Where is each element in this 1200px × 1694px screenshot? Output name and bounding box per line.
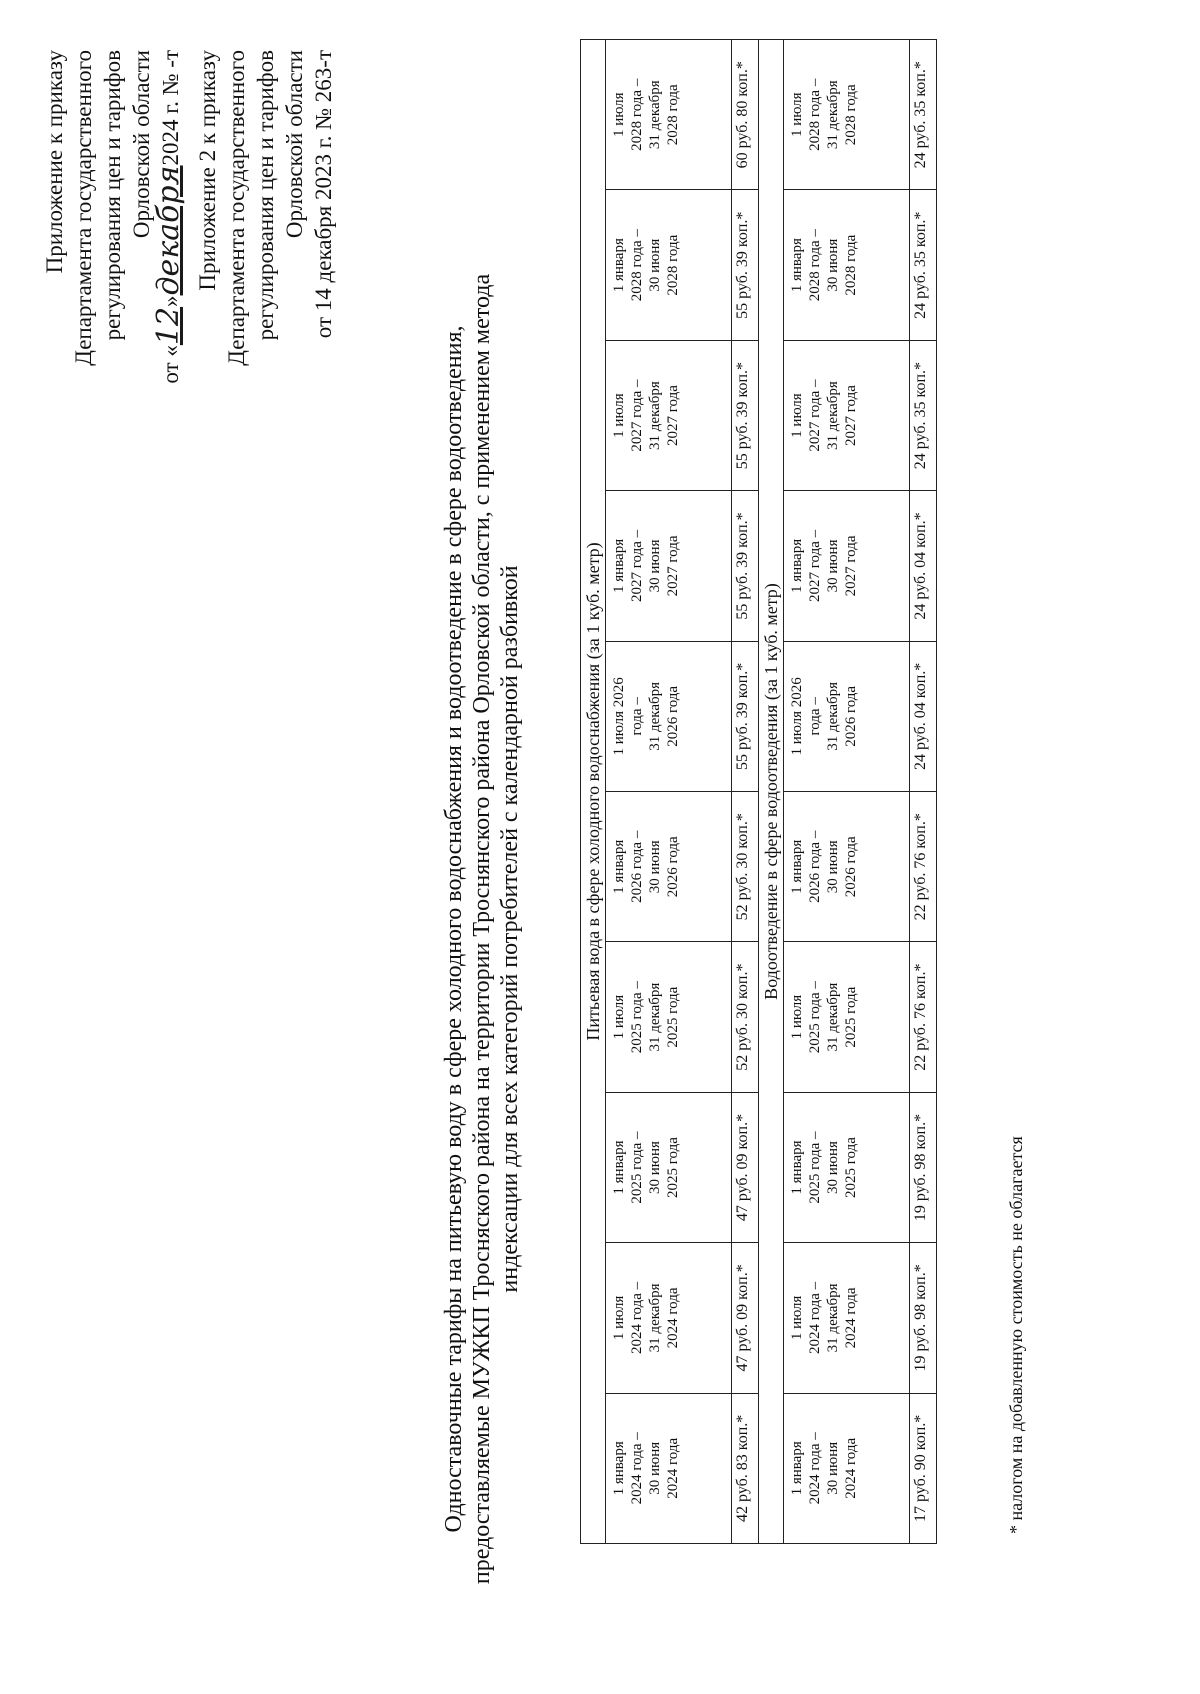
handwritten-day: 12 bbox=[151, 306, 186, 346]
period-line: 1 июля bbox=[789, 393, 805, 438]
period-cell bbox=[606, 942, 732, 1092]
section-heading: Питьевая вода в сфере холодного водоснабжения (за 1 куб. метр) bbox=[581, 40, 606, 1544]
appendix-date-line bbox=[151, 50, 186, 384]
tariff-value-cell: 55 руб. 39 коп.* bbox=[732, 491, 759, 641]
period-cell bbox=[606, 190, 732, 340]
period-line: 31 декабря bbox=[647, 681, 663, 751]
tariff-value-cell: 24 руб. 35 коп.* bbox=[910, 40, 937, 190]
tariff-value-cell: 22 руб. 76 коп.* bbox=[910, 942, 937, 1092]
period-line: 2025 года bbox=[665, 1137, 681, 1198]
period-line: 2024 года – bbox=[629, 1432, 645, 1505]
period-line: 2024 года – bbox=[807, 1281, 823, 1354]
previous-appendix-line: регулирования цен и тарифов bbox=[253, 50, 278, 341]
period-line: 31 декабря bbox=[825, 80, 841, 150]
period-cell bbox=[606, 1243, 732, 1393]
title-line: индексации для всех категорий потребителей с календарной разбивкой bbox=[497, 565, 523, 1293]
date-prefix: от « bbox=[158, 345, 183, 384]
period-line: 2025 года – bbox=[807, 981, 823, 1054]
tariff-value-cell: 24 руб. 04 коп.* bbox=[910, 641, 937, 791]
period-line: 2028 года – bbox=[629, 229, 645, 302]
section-heading-row bbox=[581, 40, 606, 1544]
period-line: 31 декабря bbox=[825, 1283, 841, 1353]
period-row bbox=[784, 40, 910, 1544]
period-line: 2025 года – bbox=[807, 1131, 823, 1204]
period-line: 2027 года – bbox=[629, 379, 645, 452]
period-line: 2027 года – bbox=[807, 379, 823, 452]
tariff-value-row bbox=[910, 40, 937, 1544]
period-cell bbox=[606, 641, 732, 791]
tariff-value-cell: 55 руб. 39 коп.* bbox=[732, 340, 759, 490]
period-line: 2024 года bbox=[843, 1287, 859, 1349]
period-line: 30 июня bbox=[647, 840, 663, 894]
tariff-value-row bbox=[732, 40, 759, 1544]
period-cell bbox=[606, 1393, 732, 1543]
period-cell bbox=[606, 1092, 732, 1242]
period-line: 31 декабря bbox=[647, 381, 663, 450]
period-line: 1 июля 2026 bbox=[789, 677, 805, 756]
appendix-line: регулирования цен и тарифов bbox=[100, 50, 125, 341]
previous-appendix-line: Департамента государственного bbox=[224, 50, 249, 366]
period-line: 2024 года – bbox=[629, 1281, 645, 1354]
tariff-value-cell: 22 руб. 76 коп.* bbox=[910, 792, 937, 942]
tariff-value-cell: 47 руб. 09 коп.* bbox=[732, 1243, 759, 1393]
date-mid: » bbox=[158, 295, 183, 307]
period-line: 1 января bbox=[611, 238, 627, 293]
period-line: 31 декабря bbox=[647, 1283, 663, 1353]
period-line: 2026 года bbox=[665, 685, 681, 747]
period-line: 1 июля bbox=[611, 92, 627, 137]
tariff-value-cell: 19 руб. 98 коп.* bbox=[910, 1243, 937, 1393]
previous-appendix-line: Приложение 2 к приказу bbox=[195, 50, 220, 291]
period-line: 2025 года bbox=[843, 1137, 859, 1198]
title-line: предоставляемые МУЖКП Тросняского района на территории Троснянского района Орловской области, с применением метода bbox=[469, 273, 495, 1585]
period-line: 1 июля bbox=[611, 1295, 627, 1341]
period-line: 30 июня bbox=[647, 238, 663, 292]
period-line: 2024 года bbox=[843, 1437, 859, 1499]
period-cell bbox=[784, 190, 910, 340]
document-title bbox=[440, 264, 524, 1594]
period-line: 2028 года bbox=[843, 84, 859, 146]
period-line: 2024 года – bbox=[807, 1432, 823, 1505]
period-line: 1 июля 2026 bbox=[611, 677, 627, 756]
period-line: 30 июня bbox=[825, 840, 841, 894]
tariff-value-cell: 24 руб. 04 коп.* bbox=[910, 491, 937, 641]
period-line: 2027 года bbox=[665, 385, 681, 447]
period-line: 2028 года bbox=[665, 234, 681, 296]
period-line: 1 января bbox=[789, 839, 805, 894]
tariff-value-cell: 60 руб. 80 коп.* bbox=[732, 40, 759, 190]
period-line: 31 декабря bbox=[825, 982, 841, 1052]
period-line: 31 декабря bbox=[825, 381, 841, 450]
tariff-value-cell: 55 руб. 39 коп.* bbox=[732, 190, 759, 340]
period-cell bbox=[784, 1393, 910, 1543]
period-line: 2028 года bbox=[843, 234, 859, 296]
period-line: 2024 года bbox=[665, 1437, 681, 1499]
period-line: 1 января bbox=[789, 1441, 805, 1496]
appendix-line: Орловской области bbox=[129, 50, 154, 239]
period-line: 2027 года bbox=[665, 535, 681, 597]
period-line: 2025 года – bbox=[629, 1131, 645, 1204]
tariff-value-cell: 52 руб. 30 коп.* bbox=[732, 792, 759, 942]
period-line: 2027 года – bbox=[807, 529, 823, 603]
period-cell bbox=[784, 491, 910, 641]
period-cell bbox=[606, 340, 732, 490]
period-cell bbox=[784, 641, 910, 791]
period-cell bbox=[606, 40, 732, 190]
period-line: 2028 года – bbox=[807, 229, 823, 302]
period-line: 2026 года – bbox=[629, 830, 645, 903]
period-cell bbox=[784, 1092, 910, 1242]
tariff-value-cell: 24 руб. 35 коп.* bbox=[910, 190, 937, 340]
period-line: 2028 года – bbox=[629, 78, 645, 151]
section-heading-row bbox=[759, 40, 784, 1544]
tariff-value-cell: 47 руб. 09 коп.* bbox=[732, 1092, 759, 1242]
period-line: 30 июня bbox=[825, 539, 841, 593]
period-line: 30 июня bbox=[825, 1441, 841, 1495]
period-line: 2028 года – bbox=[807, 78, 823, 151]
period-line: 1 июля bbox=[789, 92, 805, 137]
period-line: 31 декабря bbox=[647, 982, 663, 1052]
period-line: 2026 года bbox=[843, 836, 859, 898]
previous-appendix-line: Орловской области bbox=[282, 50, 307, 239]
period-line: 1 июля bbox=[611, 994, 627, 1040]
tariff-value-cell: 17 руб. 90 коп.* bbox=[910, 1393, 937, 1543]
period-line: 2027 года bbox=[843, 535, 859, 597]
period-line: 2026 года bbox=[843, 685, 859, 747]
period-line: 2024 года bbox=[665, 1287, 681, 1349]
period-line: 31 декабря bbox=[825, 681, 841, 751]
previous-appendix-line: от 14 декабря 2023 г. № 263-т bbox=[311, 50, 336, 339]
period-cell bbox=[784, 40, 910, 190]
tariff-value-cell: 52 руб. 30 коп.* bbox=[732, 942, 759, 1092]
period-cell bbox=[606, 792, 732, 942]
period-line: 1 января bbox=[611, 839, 627, 894]
period-cell bbox=[784, 340, 910, 490]
period-line: 30 июня bbox=[647, 539, 663, 593]
period-line: 2026 года – bbox=[807, 830, 823, 903]
period-line: 2027 года – bbox=[629, 529, 645, 603]
period-line: 1 января bbox=[611, 538, 627, 594]
tariff-value-cell: 55 руб. 39 коп.* bbox=[732, 641, 759, 791]
period-line: 1 июля bbox=[611, 393, 627, 438]
period-line: 1 января bbox=[611, 1441, 627, 1496]
title-line: Одноставочные тарифы на питьевую воду в сфере холодного водоснабжения и водоотведение в сфере водоотведения, bbox=[441, 325, 467, 1533]
period-line: 2026 года bbox=[665, 836, 681, 898]
period-line: 1 июля bbox=[789, 994, 805, 1040]
period-line: 1 января bbox=[789, 1140, 805, 1195]
period-line: 1 января bbox=[789, 238, 805, 293]
period-line: 30 июня bbox=[647, 1141, 663, 1194]
appendix-line: Приложение к приказу bbox=[42, 50, 67, 274]
tariff-value-cell: 42 руб. 83 коп.* bbox=[732, 1393, 759, 1543]
period-line: 1 июля bbox=[789, 1295, 805, 1341]
period-row bbox=[606, 40, 732, 1544]
appendix-header bbox=[40, 50, 338, 384]
period-line: 2025 года – bbox=[629, 981, 645, 1054]
period-line: 30 июня bbox=[647, 1441, 663, 1495]
period-cell bbox=[784, 942, 910, 1092]
vat-footnote: * налогом на добавленную стоимость не облагается bbox=[1006, 1136, 1026, 1534]
period-line: года – bbox=[629, 697, 645, 736]
tariff-value-cell: 19 руб. 98 коп.* bbox=[910, 1092, 937, 1242]
period-cell bbox=[784, 792, 910, 942]
period-line: 2025 года bbox=[665, 986, 681, 1048]
period-line: 30 июня bbox=[825, 1141, 841, 1194]
period-line: года – bbox=[807, 697, 823, 736]
period-line: 1 января bbox=[789, 538, 805, 594]
date-suffix: 2024 г. № -т bbox=[158, 50, 183, 166]
section-heading: Водоотведение в сфере водоотведения (за 1 куб. метр) bbox=[759, 40, 784, 1544]
handwritten-month: декабря bbox=[151, 165, 186, 296]
period-line: 2025 года bbox=[843, 986, 859, 1048]
period-line: 31 декабря bbox=[647, 80, 663, 150]
tariff-table bbox=[580, 39, 937, 1544]
period-line: 2028 года bbox=[665, 84, 681, 146]
period-cell bbox=[606, 491, 732, 641]
period-line: 2027 года bbox=[843, 385, 859, 447]
appendix-line: Департамента государственного bbox=[71, 50, 96, 366]
period-line: 1 января bbox=[611, 1140, 627, 1195]
tariff-value-cell: 24 руб. 35 коп.* bbox=[910, 340, 937, 490]
period-line: 30 июня bbox=[825, 238, 841, 292]
period-cell bbox=[784, 1243, 910, 1393]
